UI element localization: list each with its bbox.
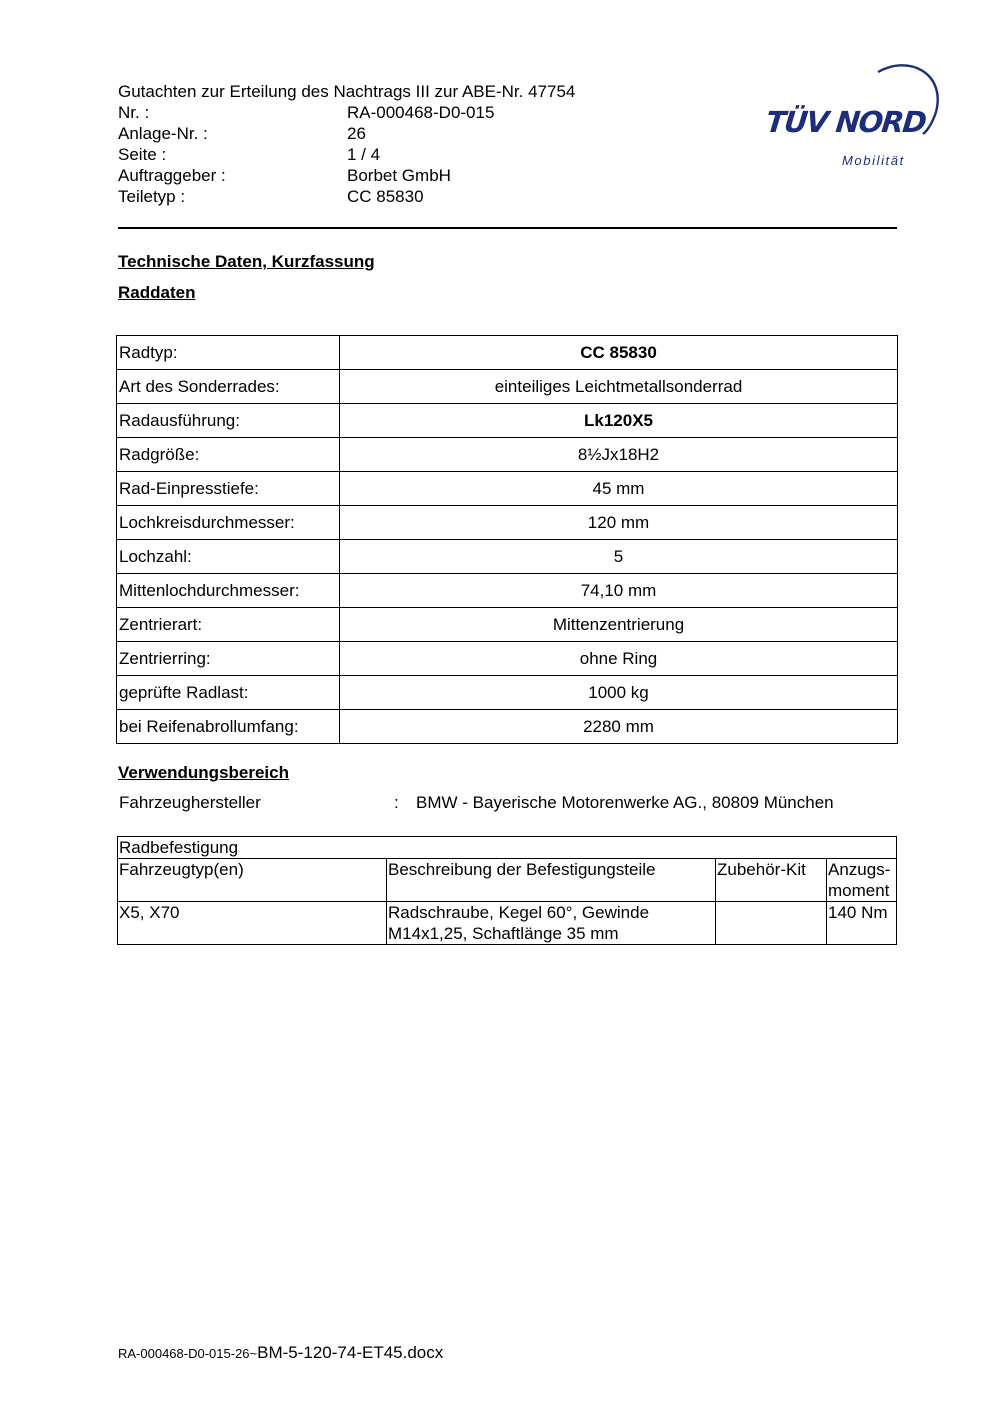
header-label: Anlage-Nr. :	[118, 124, 208, 143]
table-row	[117, 574, 898, 608]
wheel-data-value: 5	[340, 540, 898, 574]
wheel-data-value: einteiliges Leichtmetallsonderrad	[340, 370, 898, 404]
wheel-data-label: Radausführung:	[117, 404, 340, 438]
footer-filename: BM-5-120-74-ET45.docx	[257, 1343, 444, 1362]
footer-document-id: RA-000468-D0-015-26~	[118, 1346, 258, 1361]
header-row-attachment	[118, 123, 575, 144]
tuv-nord-logo	[760, 56, 945, 176]
document-footer	[118, 1343, 443, 1363]
header-row-part-type	[118, 186, 575, 207]
wheel-data-label: Lochzahl:	[117, 540, 340, 574]
column-header-description: Beschreibung der Befestigungsteile	[387, 859, 716, 902]
table-row	[117, 336, 898, 370]
table-row	[117, 506, 898, 540]
header-label: Teiletyp :	[118, 187, 186, 206]
table-row	[117, 540, 898, 574]
wheel-data-table	[116, 335, 898, 744]
report-title: Gutachten zur Erteilung des Nachtrags III zur ABE-Nr. 47754	[118, 82, 576, 101]
wheel-data-heading: Raddaten	[118, 283, 196, 302]
table-row	[117, 710, 898, 744]
logo-subtitle: Mobilität	[842, 153, 905, 168]
wheel-data-value: Lk120X5	[340, 404, 898, 438]
table-row	[117, 676, 898, 710]
description-line: M14x1,25, Schaftlänge 35 mm	[388, 924, 619, 943]
wheel-data-label: bei Reifenabrollumfang:	[117, 710, 340, 744]
document-header	[118, 81, 575, 207]
header-divider	[118, 227, 897, 229]
usage-heading: Verwendungsbereich	[118, 763, 289, 782]
header-row-client	[118, 165, 575, 186]
column-header-kit: Zubehör-Kit	[716, 859, 827, 902]
wheel-data-value: 120 mm	[340, 506, 898, 540]
wheel-data-label: Zentrierring:	[117, 642, 340, 676]
wheel-data-value: 2280 mm	[340, 710, 898, 744]
wheel-data-label: Lochkreisdurchmesser:	[117, 506, 340, 540]
header-value: 1 / 4	[347, 145, 381, 164]
table-header-row	[118, 859, 897, 902]
table-row	[118, 902, 897, 945]
wheel-data-value: 1000 kg	[340, 676, 898, 710]
wheel-data-label: Mittenlochdurchmesser:	[117, 574, 340, 608]
header-row-page	[118, 144, 575, 165]
cell-kit	[716, 902, 827, 945]
manufacturer-value: BMW - Bayerische Motorenwerke AG., 80809 München	[416, 793, 834, 812]
mounting-table	[117, 836, 897, 945]
table-row	[117, 438, 898, 472]
wheel-data-value: 45 mm	[340, 472, 898, 506]
table-row	[117, 404, 898, 438]
header-value: Borbet GmbH	[347, 166, 451, 185]
cell-torque: 140 Nm	[827, 902, 897, 945]
header-row-number	[118, 102, 575, 123]
description-line: Radschraube, Kegel 60°, Gewinde	[388, 903, 650, 922]
wheel-data-label: Radgröße:	[117, 438, 340, 472]
wheel-data-label: geprüfte Radlast:	[117, 676, 340, 710]
table-row	[118, 837, 897, 859]
torque-header-line: Anzugs-	[828, 860, 891, 879]
mounting-title: Radbefestigung	[118, 837, 897, 859]
wheel-data-label: Zentrierart:	[117, 608, 340, 642]
header-value: CC 85830	[347, 187, 424, 206]
header-label: Nr. :	[118, 103, 150, 122]
wheel-data-label: Radtyp:	[117, 336, 340, 370]
table-row	[117, 370, 898, 404]
torque-header-line: moment	[828, 881, 890, 900]
logo-brand-text: TÜV NORD	[764, 105, 927, 139]
table-row	[117, 608, 898, 642]
wheel-data-value: 74,10 mm	[340, 574, 898, 608]
cell-vehicle-types: X5, X70	[118, 902, 387, 945]
table-row	[117, 642, 898, 676]
manufacturer-separator: :	[394, 793, 399, 812]
header-value: RA-000468-D0-015	[347, 103, 495, 122]
section-heading: Technische Daten, Kurzfassung	[118, 252, 375, 271]
wheel-data-value: ohne Ring	[340, 642, 898, 676]
column-header-vehicle-types: Fahrzeugtyp(en)	[118, 859, 387, 902]
manufacturer-label: Fahrzeughersteller	[119, 793, 261, 812]
wheel-data-value: CC 85830	[340, 336, 898, 370]
wheel-data-label: Art des Sonderrades:	[117, 370, 340, 404]
header-value: 26	[347, 124, 366, 143]
wheel-data-value: Mittenzentrierung	[340, 608, 898, 642]
column-header-torque	[827, 859, 897, 902]
wheel-data-label: Rad-Einpresstiefe:	[117, 472, 340, 506]
header-label: Seite :	[118, 145, 167, 164]
header-label: Auftraggeber :	[118, 166, 226, 185]
cell-description	[387, 902, 716, 945]
table-row	[117, 472, 898, 506]
wheel-data-value: 8½Jx18H2	[340, 438, 898, 472]
